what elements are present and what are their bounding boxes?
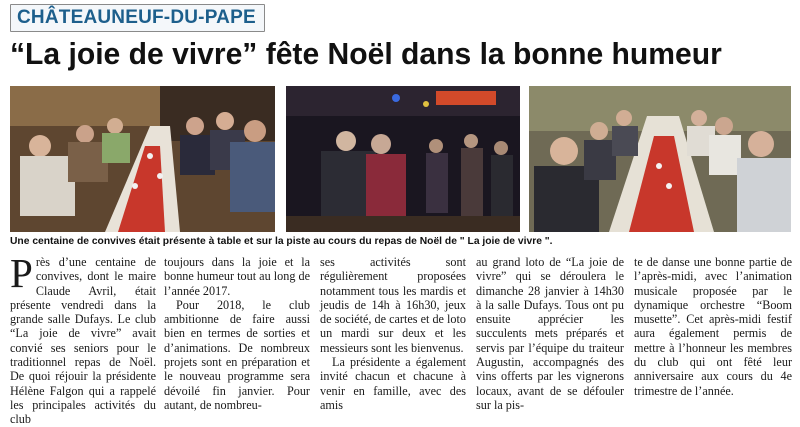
column-3-paragraph-1: ses activités sont régulièrement proposées notamment tous les mardis et jeudis de 14h à 16h30, jeux de société, de cartes et de loto un mardi sur deux et les messieurs sont les bienvenus. [320,255,466,355]
article-column-2 [164,255,310,412]
banquet-table-photo [10,86,275,232]
photo-caption: Une centaine de convives était présente à table et sur la piste au cours du repas de Noël de " La joie de vivre ". [10,236,553,247]
column-1-text: rès d’une centaine de convives, dont le maire Claude Avril, était présente vendredi dans la grande salle Dufays. Le club “La joie de vivre” avait convié ses seniors pour le traditionnel repas de Noël. De quoi réjouir la présidente Hélène Falgon qui a rappelé les principales activités du club [10,255,156,427]
column-3-paragraph-2: La présidente a également invité chacun et chacune à venir en famille, avec des amis [320,355,466,412]
article-headline: “La joie de vivre” fête Noël dans la bonne humeur [10,36,722,71]
article-column-4 [476,255,624,412]
column-5-text: te de danse une bonne partie de l’après-midi, avec l’animation musicale proposée par le dynamique orchestre “Boom musette”. Cet après-midi festif aura également permis de mettre à l’honneur les membres du club qui ont fêté leur anniversaire aux cours du 4e trimestre de l’année. [634,255,792,398]
article-column-5 [634,255,792,398]
guests-table-photo [529,86,791,232]
column-2-paragraph-1: toujours dans la joie et la bonne humeur tout au long de l’année 2017. [164,255,310,298]
article-column-3 [320,255,466,412]
drop-cap: P [10,250,33,296]
column-4-text: au grand loto de “La joie de vivre” qui se déroulera le dimanche 28 janvier à 14h30 à la salle Dufays. Tous ont pu ensuite apprécier les succulents mets préparés et servis par l’équipe du traiteur Augustin, accompagnés des vins offerts par les vignerons locaux, avant de se défouler sur la pis- [476,255,624,412]
dance-floor-photo [286,86,520,232]
section-kicker: CHÂTEAUNEUF-DU-PAPE [10,4,265,32]
column-2-paragraph-2: Pour 2018, le club ambitionne de faire aussi bien en termes de sorties et d’animations. De nombreux projets sont en préparation et le nouveau programme sera dévoilé fin janvier. Pour autant, de nombreu- [164,297,310,412]
